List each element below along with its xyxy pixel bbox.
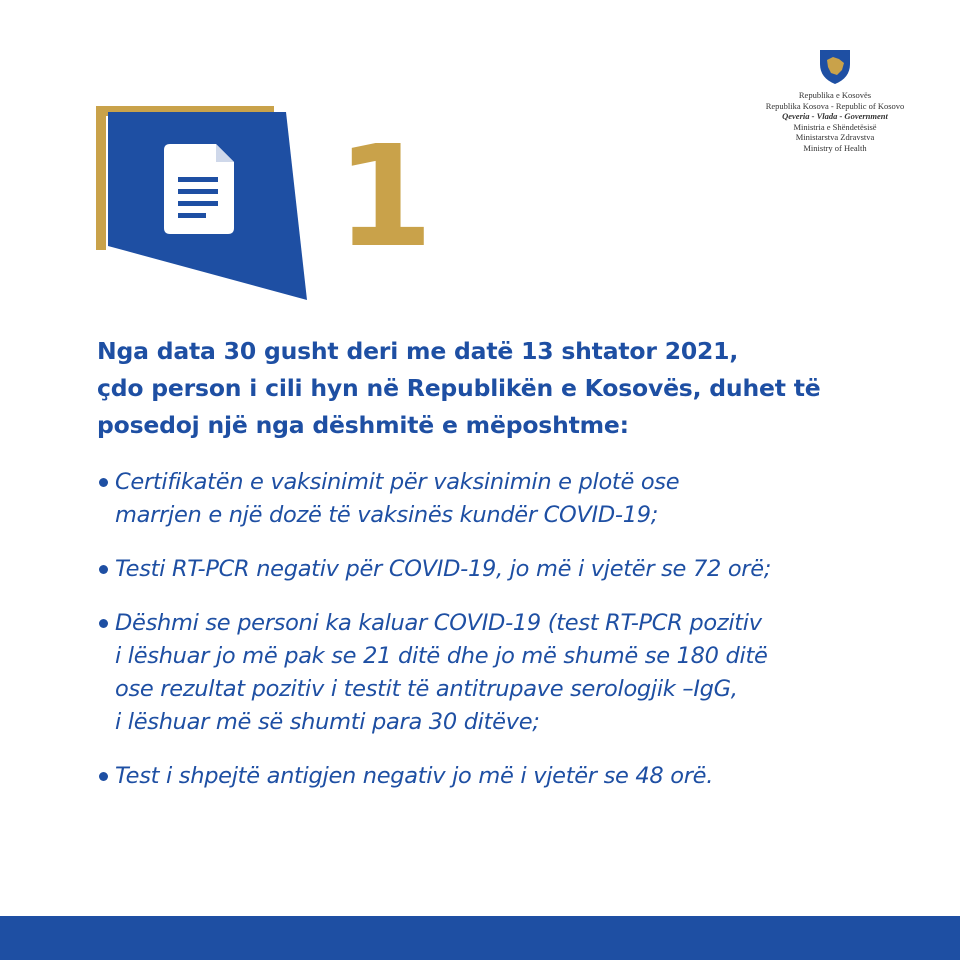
bullet-icon <box>99 565 108 574</box>
gov-line-4: Ministria e Shëndetësisë <box>793 121 877 132</box>
list-item-line: marrjen e një dozë të vaksinës kundër COVID-19; <box>115 502 659 528</box>
intro-heading <box>97 333 897 444</box>
gov-line-5: Ministarstva Zdravstva <box>795 132 875 142</box>
footer-bar <box>0 916 960 960</box>
list-item <box>97 607 937 739</box>
list-item <box>97 760 937 793</box>
list-item-line: Test i shpejtë antigjen negativ jo më i vjetër se 48 orë. <box>115 763 714 789</box>
hero-graphic <box>90 100 320 310</box>
gov-line-6: Ministry of Health <box>803 142 867 153</box>
gov-line-3: Qeveria - Vlada - Government <box>782 111 888 121</box>
list-item-line: Testi RT-PCR negativ për COVID-19, jo më i vjetër se 72 orë; <box>115 556 772 582</box>
document-icon <box>164 144 234 234</box>
requirements-list <box>97 466 937 814</box>
government-block <box>760 44 910 153</box>
list-item-line: ose rezultat pozitiv i testit të antitrupave serologjik –IgG, <box>115 676 738 702</box>
bullet-icon <box>99 619 108 628</box>
list-item <box>97 466 937 532</box>
list-item-line: i lëshuar jo më pak se 21 ditë dhe jo më shumë se 180 ditë <box>115 643 768 669</box>
list-item-line: i lëshuar më së shumti para 30 ditëve; <box>115 709 540 735</box>
gov-line-1: Republika e Kosovës <box>798 90 872 100</box>
intro-line: çdo person i cili hyn në Republikën e Kosovës, duhet të <box>97 374 821 402</box>
step-number: 1 <box>336 116 434 279</box>
bullet-icon <box>99 478 108 487</box>
list-item-line: Dëshmi se personi ka kaluar COVID-19 (test RT-PCR pozitiv <box>115 610 762 636</box>
intro-line: Nga data 30 gusht deri me datë 13 shtator 2021, <box>97 337 739 365</box>
intro-line: posedoj një nga dëshmitë e mëposhtme: <box>97 411 629 439</box>
kosovo-emblem-icon <box>817 44 853 86</box>
list-item-line: Certifikatën e vaksinimit për vaksinimin e plotë ose <box>115 469 680 495</box>
list-item <box>97 553 937 586</box>
gov-line-2: Republika Kosova - Republic of Kosovo <box>765 100 905 111</box>
bullet-icon <box>99 772 108 781</box>
